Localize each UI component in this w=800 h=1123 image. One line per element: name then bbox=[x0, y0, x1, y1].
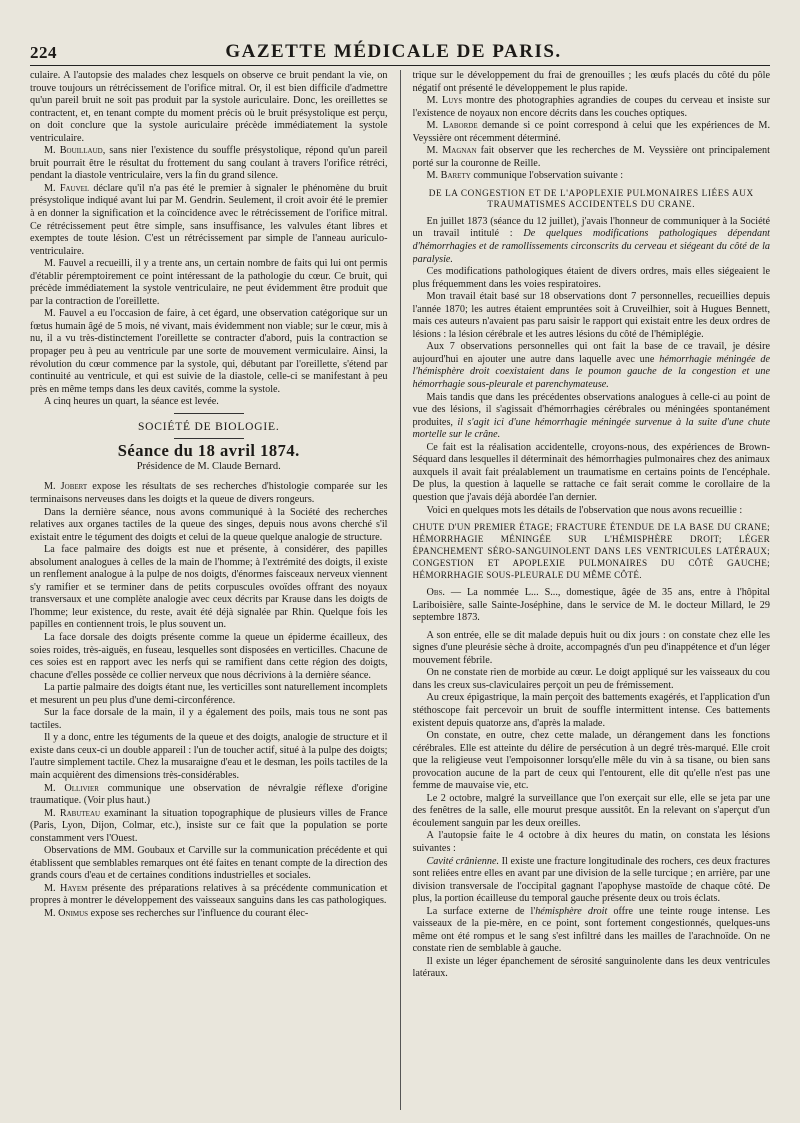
speaker-name: M. Fauvel bbox=[44, 182, 90, 194]
running-title: GAZETTE MÉDICALE DE PARIS. bbox=[225, 41, 562, 62]
paragraph: M. Ollivier communique une observation de névralgie réflexe d'origine traumatique. (Voir plus haut.) bbox=[30, 782, 388, 807]
paragraph: Obs. — La nommée L... S..., domestique, âgée de 35 ans, entre à l'hôpital Lariboisière, salle Sainte-Joséphine, dans le service de M. le docteur Millard, le 29 septembre 1873. bbox=[412, 587, 770, 624]
speaker-name: M. Laborde bbox=[426, 120, 478, 132]
society-title: SOCIÉTÉ DE BIOLOGIE. bbox=[137, 420, 280, 433]
paragraph: La partie palmaire des doigts étant nue, les verticilles sont naturellement incomplets et mesurent un peu plus d'une demi-circonférence. bbox=[30, 682, 388, 706]
paragraph: M. Barety communique l'observation suivante : bbox=[426, 170, 624, 182]
paragraph: La surface externe de l'hémisphère droit offre une teinte rouge intense. Les vaisseaux de la pie-mère, en ce point, sont fortement congestionnés, quelques-uns même ont été rompus et le sang s'est infiltré dans les mailles de l'arachnoïde. On ne constate rien de semblable à gauche. bbox=[412, 905, 770, 955]
section-divider bbox=[174, 413, 244, 414]
right-column bbox=[413, 70, 771, 1110]
two-column-body bbox=[30, 70, 770, 1110]
paragraph: trique sur le développement du frai de grenouilles ; les œufs placés du côté du pôle négatif ont présenté le développement le plus rapide. bbox=[412, 70, 770, 94]
paragraph: Cavité crânienne. Il existe une fracture longitudinale des rochers, ces deux fractures sont reliées entre elles en avant par une division de la selle turcique ; en arrière, par une division transversale de l'occipital gagnant l'apophyse mastoïde de chaque côté. De plus, la portion écailleuse du temporal gauche présente deux ou trois éclats. bbox=[412, 855, 770, 905]
paragraph: En juillet 1873 (séance du 12 juillet), j'avais l'honneur de communiquer à la Société un travail intitulé : De quelques modifications pathologiques dépendant d'hémorrhagies et de ramollissements circonscrits du cerveau et siégeant du côté de la paralysie. bbox=[412, 215, 770, 265]
page-number: 224 bbox=[30, 43, 57, 62]
paragraph: Mon travail était basé sur 18 observations dont 7 personnelles, recueillies depuis l'année 1870; les autres étaient empruntées soit à Cruveilhier, soit à Hugues Bennett, mais ces auteurs n'avaient pas paru saisir le rapport qui existait entre les deux ordres de lésions : la lésion cérébrale et les autres lésions du côté de l'hémiplégie. bbox=[412, 291, 770, 340]
paragraph: Voici en quelques mots les détails de l'observation que nous avons recueillie : bbox=[426, 504, 743, 516]
paragraph: Mais tandis que dans les précédentes observations analogues à celle-ci au point de vue des lésions, il s'agissait d'hémorrhagies cérébrales ou méningées spontanément produites, il s'agit ici d'une hémorrhagie méningée survenue à la suite d'une chute mortelle sur le crâne. bbox=[412, 391, 770, 441]
speaker-name: M. Rabuteau bbox=[44, 807, 101, 819]
speaker-name: M. Onimus bbox=[44, 908, 89, 919]
paragraph: M. Fauvel déclare qu'il n'a pas été le premier à signaler le phénomène du bruit présystolique indiqué avant lui par M. Gendrin. Seulement, il croit avoir été le premier à en donner la signification et la coïncidence avec le rétrécissement de l'orifice mitral. Ce rétrécissement peut être simple, sans insuffisance, les valvules étant libres et exemptes de toute lésion. C'est un rétrécissement par simple de l'anneau auriculo-ventriculaire. bbox=[30, 182, 388, 257]
paragraph: M. Magnan fait observer que les recherches de M. Veyssière ont principalement porté sur la couronne de Reille. bbox=[412, 145, 770, 169]
page-header bbox=[30, 22, 770, 66]
case-title: DE LA CONGESTION ET DE L'APOPLEXIE PULMONAIRES LIÉES AUX TRAUMATISMES ACCIDENTELS DU CRANE. bbox=[428, 187, 754, 210]
paragraph: Ce fait est la réalisation accidentelle, croyons-nous, des expériences de Brown-Séquard dans lesquelles il déterminait des hémorrhagies pulmonaires chez des animaux auxquels il avait fait préalablement un traumatisme en certains points de l'encéphale. De plus, la question à laquelle se rattache ce fait serait comme le corollaire de la question que j'avais déjà abordée l'an dernier. bbox=[412, 441, 770, 503]
paragraph: A l'autopsie faite le 4 octobre à dix heures du matin, on constata les lésions suivantes : bbox=[412, 830, 770, 854]
speaker-name: M. Ollivier bbox=[44, 782, 99, 794]
paragraph: On ne constate rien de morbide au cœur. Le doigt appliqué sur les vaisseaux du cou dans les creux sus-claviculaires perçoit un peu de frémissement. bbox=[412, 667, 770, 691]
paragraph: Aux 7 observations personnelles qui ont fait la base de ce travail, je désire aujourd'hui en ajouter une autre dans laquelle avec une hémorrhagie méningée de l'hémisphère droit coexistaient dans le poumon gauche de la congestion et une hémorrhagie sous-pleurale et parenchymateuse. bbox=[412, 341, 770, 391]
section-divider bbox=[174, 438, 244, 439]
paragraph: Il existe un léger épanchement de sérosité sanguinolente dans les deux ventricules latéraux. bbox=[412, 955, 770, 980]
observation-heading: CHUTE D'UN PREMIER ÉTAGE; FRACTURE ÉTENDUE DE LA BASE DU CRANE; HÉMORRHAGIE MÉNINGÉE SUR L'HÉMISPHÈRE DROIT; LÉGER ÉPANCHEMENT SÉRO-SANGUINOLENT DANS LES VENTRICULES LATÉRAUX; CONGESTION ET APOPLEXIE PULMONAIRES DU CÔTÉ GAUCHE; HÉMORRHAGIE SOUS-PLEURALE DU MÊME CÔTÉ. bbox=[412, 522, 770, 581]
speaker-name: M. Barety bbox=[426, 170, 471, 182]
paragraph: On constate, en outre, chez cette malade, un dérangement dans les fonctions cérébrales. Elle est atteinte du délire de persécution à un degré très-marqué. Elle croit que la religieuse veut l'empoisonner lorsqu'elle mêle du vin à sa tisane, ou bien sans provocation aucune de la part de ceux qui l'entourent, elle dit qu'elle n'est pas une femme de mauvaise vie, etc. bbox=[412, 730, 770, 792]
paragraph: La face dorsale des doigts présente comme la queue un épiderme écailleux, des soies roides, très-aiguës, en fuseau, lesquelles sont disposées en verticilles. Chacune de ces soies est en rapport avec les nerfs qui se ramifient dans cette région des doigts, chacune d'elles possède ce collier nerveux que nous décrivions à la dernière séance. bbox=[30, 631, 388, 681]
paragraph: culaire. A l'autopsie des malades chez lesquels on observe ce bruit pendant la vie, on trouve toujours un rétrécissement de l'orifice mitral. Or, il est bien difficile d'admettre qu'un pareil bruit ne soit pas produit par la systole auriculaire. Donc, les oreillettes se contractent, et, en tenant compte du moment précis où le bruit présystolique est perçu, on doit conclure que la systole auriculaire précède immédiatement la systole ventriculaire. bbox=[30, 70, 388, 144]
paragraph: Dans la dernière séance, nous avons communiqué à la Société des recherches relatives aux organes tactiles de la queue des singes, depuis nous avons cherché s'il existait entre le tégument des doigts et celui de la queue quelque analogie de structure. bbox=[30, 506, 388, 543]
paragraph: M. Rabuteau examinant la situation topographique de plusieurs villes de France (Paris, Lyon, Dijon, Colmar, etc.), insiste sur ce fait que la population se porte constamment vers l'Ouest. bbox=[30, 807, 388, 844]
paragraph: Au creux épigastrique, la main perçoit des battements exagérés, et l'application d'un stéthoscope fait percevoir un bruit de souffle intermittent intense. Ces battements existent depuis quatorze ans, d'après la malade. bbox=[412, 692, 770, 729]
paragraph: M. Fauvel a eu l'occasion de faire, à cet égard, une observation catégorique sur un fœtus humain âgé de 5 mois, né vivant, mais évidemment non viable; sur le cœur, mis à nu, il a vu très-distinctement l'oreillette se contracter d'abord, puis la contraction se propager peu à peu au ventricule par une sorte de mouvement vermiculaire. Ainsi, la révolution du cœur commence par la systole, qui, débutant par l'oreillette, s'étend par continuité au ventricule, et qui est suivie de la diastole, celle-ci se manifestant à peu près en même temps dans les deux cavités, comme la systole. bbox=[30, 308, 388, 395]
speaker-name: M. Hayem bbox=[44, 882, 88, 894]
paragraph: Ces modifications pathologiques étaient de divers ordres, mais elles siégeaient le plus fréquemment dans les voies respiratoires. bbox=[412, 266, 770, 290]
speaker-name: M. Luys bbox=[426, 95, 463, 107]
speaker-name: M. Magnan bbox=[426, 145, 477, 157]
paragraph: M. Onimus expose ses recherches sur l'influence du courant élec- bbox=[44, 908, 309, 919]
paragraph: A son entrée, elle se dit malade depuis huit ou dix jours : on constate chez elle les signes d'une pleurésie sèche à droite, accompagnés d'un peu d'inappétence et d'un léger mouvement fébrile. bbox=[412, 629, 770, 666]
paragraph: M. Jobert expose les résultats de ses recherches d'histologie comparée sur les terminaisons nerveuses dans les doigts et la queue de divers rongeurs. bbox=[30, 481, 388, 505]
left-column bbox=[30, 70, 388, 1110]
paragraph: M. Hayem présente des préparations relatives à sa précédente communication et propres à montrer le développement des vaisseaux sanguins dans les cas pathologiques. bbox=[30, 882, 388, 907]
session-title: Séance du 18 avril 1874. bbox=[117, 441, 300, 461]
speaker-name: M. Bouillaud bbox=[44, 145, 103, 157]
presidency-line: Présidence de M. Claude Bernard. bbox=[136, 460, 281, 472]
paragraph: Il y a donc, entre les téguments de la queue et des doigts, analogie de structure et il existe dans ceux-ci un double appareil : l'un de toucher actif, situé à la pulpe des doigts; l'autre simplement tactile. Chez la musaraigne d'eau et le desman, les poils tactiles de la main acquièrent des dimensions très-considérables. bbox=[30, 732, 388, 781]
paragraph: La face palmaire des doigts est nue et présente, à considérer, des papilles absolument analogues à celles de la main de l'homme; à l'extrémité des doigts, il existe un renflement analogue à la pulpe de nos doigts, d'énormes faisceaux nerveux viennent s'y ramifier et se terminer dans de petits corpuscules ovoïdes offrant des noyaux transversaux et une complète analogie avec ceux décrits par Krause dans les doigts de l'homme; leur existence, du reste, avait été déjà signalée par Rhin. Quelque fois les papilles en contiennent trois, le plus souvent un. bbox=[30, 544, 388, 631]
paragraph: Sur la face dorsale de la main, il y a également des poils, mais tous ne sont pas tactiles. bbox=[30, 707, 388, 731]
paragraph: M. Bouillaud, sans nier l'existence du souffle présystolique, répond qu'un pareil bruit pourrait être le résultat du frottement du sang coulant à travers l'orifice rétréci, pendant la diastole ventriculaire, vers la fin du grand silence. bbox=[30, 145, 388, 182]
paragraph: M. Fauvel a recueilli, il y a trente ans, un certain nombre de faits qui lui ont permis d'établir péremptoirement ce point intéressant de la pathologie du cœur. Ce bruit, qui précède immédiatement la systole ventriculaire, ne peut évidemment être produit que par la contraction de l'oreillette. bbox=[30, 258, 388, 307]
paragraph: M. Luys montre des photographies agrandies de coupes du cerveau et insiste sur l'existence de noyaux non encore décrits dans les couches optiques. bbox=[412, 95, 770, 119]
paragraph: M. Laborde demande si ce point correspond à celui que les expériences de M. Veyssière ont récemment déterminé. bbox=[412, 120, 770, 144]
speaker-name: M. Jobert bbox=[44, 481, 88, 493]
paragraph: Le 2 octobre, malgré la surveillance que l'on exerçait sur elle, elle se jeta par une des fenêtres de la salle, elle mourut presque aussitôt. En la relevant on s'aperçut d'un écoulement sanguin par les deux oreilles. bbox=[412, 792, 770, 829]
column-rule bbox=[400, 70, 401, 1110]
paragraph: Observations de MM. Goubaux et Carville sur la communication précédente et qui établissent que semblables remarques ont été faites en tenant compte de la direction des grands cours d'eau et de certaines conditions industrielles et sociales. bbox=[30, 845, 388, 882]
closing-line: A cinq heures un quart, la séance est levée. bbox=[44, 396, 219, 408]
